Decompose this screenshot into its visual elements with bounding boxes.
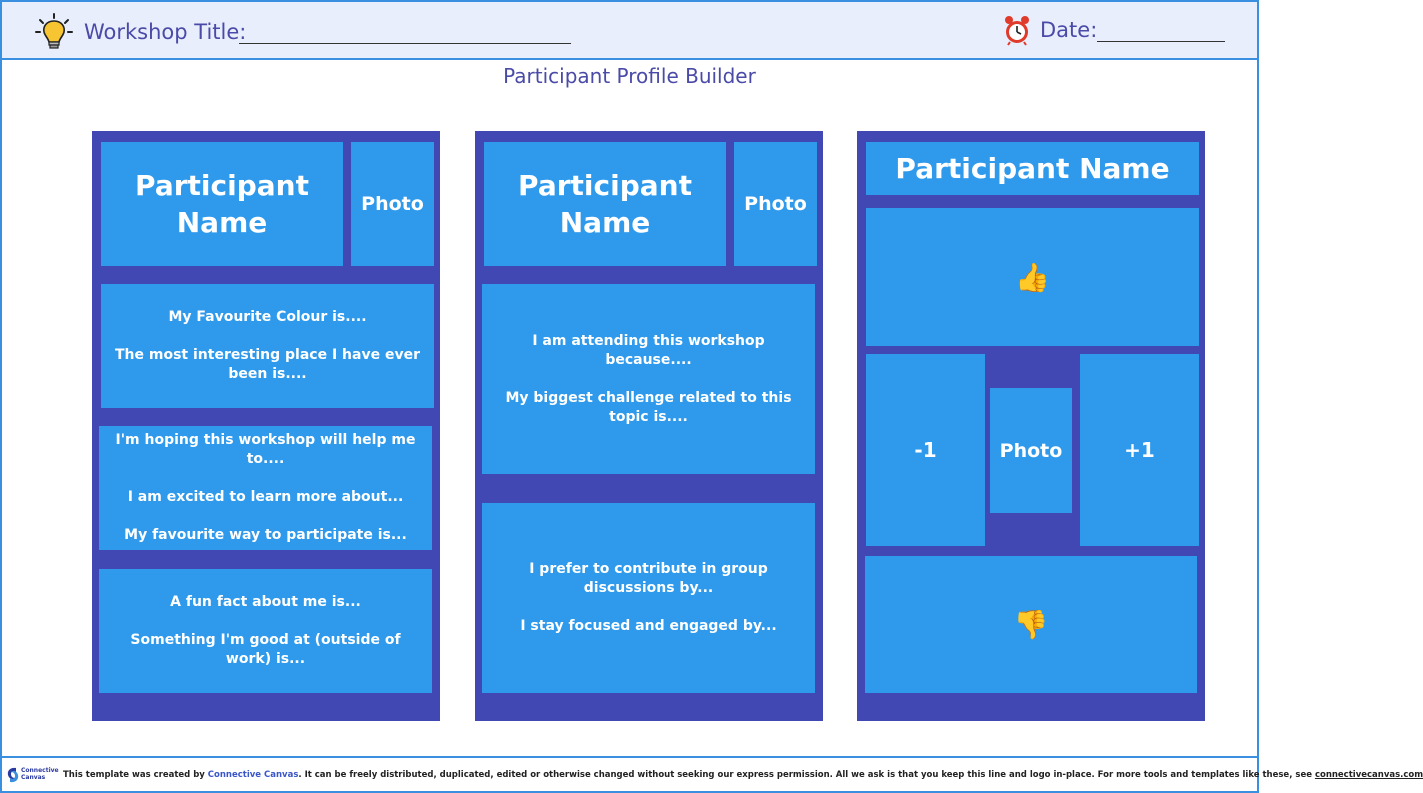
minus-one-box[interactable]: -1 <box>866 354 985 546</box>
prompt-text: Something I'm good at (outside of work) is... <box>130 632 401 667</box>
participant-name-box[interactable]: Participant Name <box>866 142 1199 195</box>
workshop-title-field[interactable] <box>239 43 571 44</box>
participant-name-box[interactable]: Participant Name <box>101 142 343 266</box>
prompt-text: The most interesting place I have ever been is.... <box>115 347 420 382</box>
prompt-text: I stay focused and engaged by... <box>520 618 777 634</box>
photo-box[interactable]: Photo <box>351 142 434 266</box>
thumbs-up-icon: 👍 <box>1015 260 1050 294</box>
plus-one-box[interactable]: +1 <box>1080 354 1199 546</box>
alarm-clock-icon <box>1002 14 1032 46</box>
date-field[interactable] <box>1097 41 1225 42</box>
prompt-text: A fun fact about me is... <box>170 594 361 610</box>
footer-note: This template was created by Connective Canvas. It can be freely distributed, duplicated, edited or otherwise changed without seeking our express permission. All we ask is that you keep this line and logo in-place. For more tools and templates like these, see connectivecanvas.com <box>63 770 1423 780</box>
prompt-box[interactable] <box>482 284 815 474</box>
page-title: Participant Profile Builder <box>503 64 756 88</box>
profile-card-3 <box>857 131 1205 721</box>
footer <box>2 756 1423 791</box>
date-label: Date: <box>1040 18 1098 42</box>
logo-mark-icon <box>6 766 20 784</box>
prompt-text: I'm hoping this workshop will help me to.... <box>115 432 416 467</box>
prompt-box[interactable] <box>99 426 432 550</box>
workshop-title-label: Workshop Title: <box>84 20 247 44</box>
website-link[interactable]: connectivecanvas.com <box>1314 770 1423 780</box>
prompt-text: I prefer to contribute in group discussions by... <box>529 561 768 596</box>
thumbs-down-icon: 👎 <box>1013 608 1049 641</box>
prompt-text: I am excited to learn more about... <box>127 489 404 505</box>
profile-card-1 <box>92 131 440 721</box>
thumbs-up-box[interactable] <box>866 208 1199 346</box>
brand-name: Connective Canvas <box>207 770 299 780</box>
photo-box[interactable]: Photo <box>734 142 817 266</box>
prompt-text: My biggest challenge related to this topic is.... <box>505 389 792 425</box>
prompt-text: My Favourite Colour is.... <box>168 309 367 325</box>
prompt-box[interactable] <box>482 503 815 693</box>
prompt-text: My favourite way to participate is... <box>124 527 407 543</box>
photo-box[interactable]: Photo <box>990 388 1072 513</box>
prompt-box[interactable] <box>99 569 432 693</box>
profile-card-2 <box>475 131 823 721</box>
lightbulb-icon <box>34 12 74 52</box>
thumbs-down-box[interactable] <box>865 556 1197 693</box>
logo-text: Connective Canvas <box>21 767 59 781</box>
prompt-text: I am attending this workshop because.... <box>532 332 765 368</box>
prompt-box[interactable] <box>101 284 434 408</box>
participant-name-box[interactable]: Participant Name <box>484 142 726 266</box>
connective-canvas-logo <box>6 764 61 788</box>
header-bar <box>2 2 1257 60</box>
